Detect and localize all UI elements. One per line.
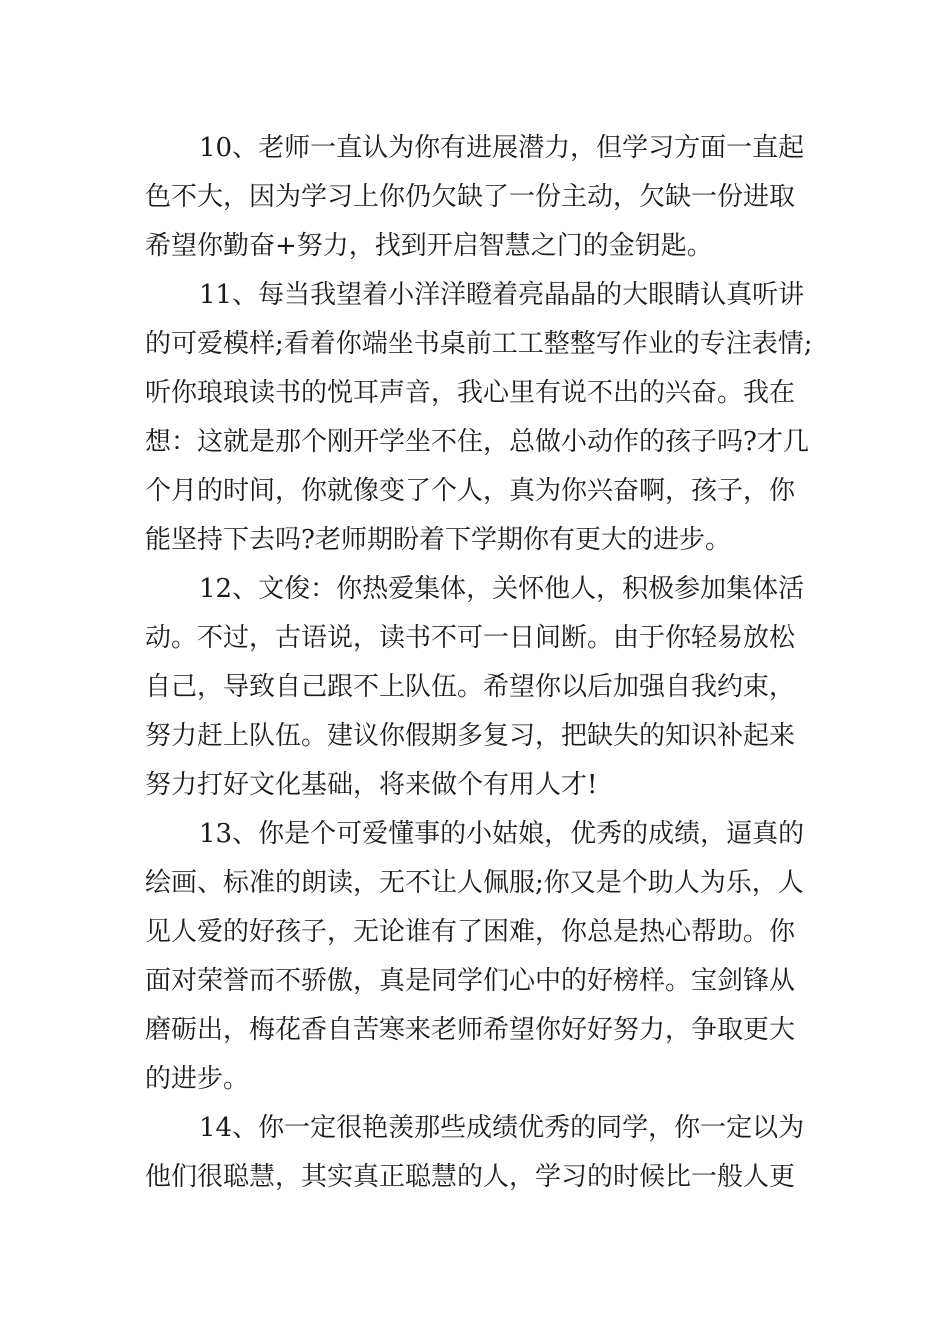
text-line: 的可爱模样;看着你端坐书桌前工工整整写作业的专注表情; <box>145 329 813 359</box>
text-line: 他们很聪慧，其实真正聪慧的人，学习的时候比一般人更 <box>145 1162 796 1192</box>
text-line: 能坚持下去吗?老师期盼着下学期你有更大的进步。 <box>145 525 731 555</box>
document-body <box>145 124 815 1202</box>
text-line: 自己，导致自己跟不上队伍。希望你以后加强自我约束， <box>145 672 796 702</box>
text-line: 听你琅琅读书的悦耳声音，我心里有说不出的兴奋。我在 <box>145 378 796 408</box>
text-line: 希望你勤奋+努力，找到开启智慧之门的金钥匙。 <box>145 231 713 261</box>
text-line: 色不大，因为学习上你仍欠缺了一份主动，欠缺一份进取 <box>145 182 796 212</box>
text-line: 磨砺出，梅花香自苦寒来老师希望你好好努力，争取更大 <box>145 1015 796 1045</box>
text-line: 的进步。 <box>145 1064 250 1094</box>
text-line: 动。不过，古语说，读书不可一日间断。由于你轻易放松 <box>145 623 796 653</box>
text-line: 13、你是个可爱懂事的小姑娘，优秀的成绩，逼真的 <box>199 819 805 849</box>
text-line: 想：这就是那个刚开学坐不住，总做小动作的孩子吗?才几 <box>145 427 809 457</box>
paragraph-11 <box>145 271 815 565</box>
text-line: 12、文俊：你热爱集体，关怀他人，积极参加集体活 <box>199 574 805 604</box>
text-line: 努力赶上队伍。建议你假期多复习，把缺失的知识补起来 <box>145 721 796 751</box>
text-line: 14、你一定很艳羡那些成绩优秀的同学，你一定以为 <box>199 1113 805 1143</box>
text-line: 见人爱的好孩子，无论谁有了困难，你总是热心帮助。你 <box>145 917 796 947</box>
paragraph-14 <box>145 1104 815 1202</box>
text-line: 努力打好文化基础，将来做个有用人才! <box>145 770 598 800</box>
paragraph-10 <box>145 124 815 271</box>
paragraph-13 <box>145 810 815 1104</box>
text-line: 面对荣誉而不骄傲，真是同学们心中的好榜样。宝剑锋从 <box>145 966 796 996</box>
text-line: 11、每当我望着小洋洋瞪着亮晶晶的大眼睛认真听讲 <box>199 280 805 310</box>
paragraph-12 <box>145 565 815 810</box>
text-line: 10、老师一直认为你有进展潜力，但学习方面一直起 <box>199 133 805 163</box>
text-line: 个月的时间，你就像变了个人，真为你兴奋啊，孩子，你 <box>145 476 796 506</box>
text-line: 绘画、标准的朗读，无不让人佩服;你又是个助人为乐，人 <box>145 868 804 898</box>
